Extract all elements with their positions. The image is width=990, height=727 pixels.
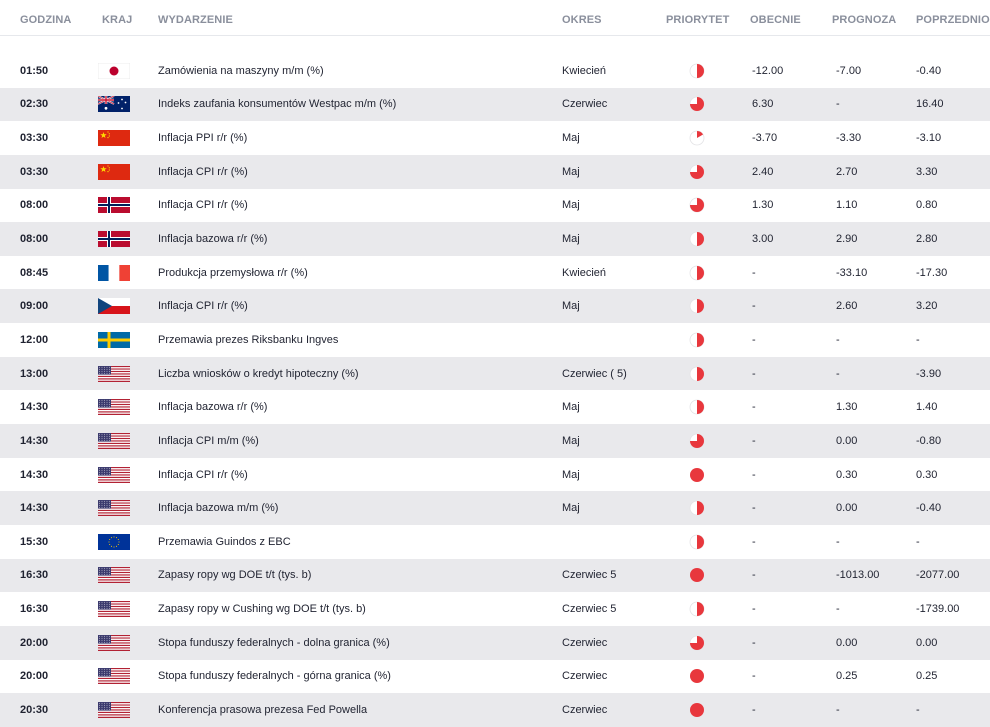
table-row[interactable] xyxy=(0,424,990,458)
forecast-value: 0.00 xyxy=(836,636,858,649)
actual-value: 6.30 xyxy=(752,98,774,111)
forecast-value: 1.30 xyxy=(836,401,858,414)
previous-value: 0.00 xyxy=(916,636,938,649)
priority-medium-icon xyxy=(689,265,705,281)
table-row[interactable] xyxy=(0,189,990,223)
priority-full-icon xyxy=(689,567,705,583)
event-period: Maj xyxy=(562,300,580,313)
event-time: 13:00 xyxy=(20,367,49,380)
table-row[interactable] xyxy=(0,660,990,694)
event-time: 14:30 xyxy=(20,502,49,515)
table-row[interactable] xyxy=(0,357,990,391)
australia-flag-icon xyxy=(98,96,130,112)
event-period: Maj xyxy=(562,199,580,212)
event-period: Maj xyxy=(562,468,580,481)
event-name[interactable]: Konferencja prasowa prezesa Fed Powella xyxy=(158,703,368,716)
table-row[interactable] xyxy=(0,559,990,593)
priority-medium-icon xyxy=(689,298,705,314)
actual-value: 1.30 xyxy=(752,199,774,212)
event-name[interactable]: Inflacja CPI r/r (%) xyxy=(158,300,248,313)
previous-value: 3.30 xyxy=(916,165,938,178)
table-row[interactable] xyxy=(0,390,990,424)
forecast-value: - xyxy=(836,333,840,346)
header-time[interactable]: GODZINA xyxy=(20,14,72,26)
previous-value: 16.40 xyxy=(916,98,944,111)
previous-value: 0.25 xyxy=(916,670,938,683)
previous-value: - xyxy=(916,535,920,548)
event-name[interactable]: Zamówienia na maszyny m/m (%) xyxy=(158,64,324,77)
forecast-value: - xyxy=(836,603,840,616)
previous-value: 0.80 xyxy=(916,199,938,212)
header-period[interactable]: OKRES xyxy=(562,14,602,26)
france-flag-icon xyxy=(98,265,130,281)
actual-value: - xyxy=(752,468,756,481)
event-time: 08:00 xyxy=(20,233,49,246)
event-time: 08:45 xyxy=(20,266,49,279)
previous-value: -17.30 xyxy=(916,266,948,279)
actual-value: - xyxy=(752,401,756,414)
forecast-value: -1013.00 xyxy=(836,569,880,582)
event-time: 15:30 xyxy=(20,535,49,548)
table-row[interactable] xyxy=(0,121,990,155)
usa-flag-icon xyxy=(98,433,130,449)
actual-value: -3.70 xyxy=(752,132,778,145)
priority-medium-icon xyxy=(689,332,705,348)
usa-flag-icon xyxy=(98,702,130,718)
event-name[interactable]: Inflacja CPI r/r (%) xyxy=(158,199,248,212)
priority-high-icon xyxy=(689,433,705,449)
event-name[interactable]: Inflacja CPI r/r (%) xyxy=(158,165,248,178)
event-name[interactable]: Produkcja przemysłowa r/r (%) xyxy=(158,266,308,279)
event-period: Czerwiec 5 xyxy=(562,603,617,616)
forecast-value: 2.70 xyxy=(836,165,858,178)
table-row[interactable] xyxy=(0,256,990,290)
event-period: Czerwiec xyxy=(562,98,608,111)
table-header xyxy=(0,0,990,36)
event-period: Czerwiec ( 5) xyxy=(562,367,627,380)
forecast-value: 2.90 xyxy=(836,233,858,246)
event-period: Czerwiec 5 xyxy=(562,569,617,582)
event-time: 20:30 xyxy=(20,703,49,716)
priority-medium-icon xyxy=(689,399,705,415)
event-name[interactable]: Inflacja PPI r/r (%) xyxy=(158,132,248,145)
table-row[interactable] xyxy=(0,458,990,492)
event-period: Kwiecień xyxy=(562,266,607,279)
table-row[interactable] xyxy=(0,592,990,626)
table-row[interactable] xyxy=(0,693,990,727)
event-time: 01:50 xyxy=(20,64,49,77)
actual-value: - xyxy=(752,670,756,683)
event-period: Maj xyxy=(562,502,580,515)
event-name[interactable]: Zapasy ropy w Cushing wg DOE t/t (tys. b) xyxy=(158,603,366,616)
forecast-value: -7.00 xyxy=(836,64,862,77)
event-name[interactable]: Przemawia prezes Riksbanku Ingves xyxy=(158,333,339,346)
table-row[interactable] xyxy=(0,88,990,122)
usa-flag-icon xyxy=(98,399,130,415)
header-actual[interactable]: OBECNIE xyxy=(750,14,801,26)
forecast-value: 1.10 xyxy=(836,199,858,212)
actual-value: - xyxy=(752,535,756,548)
header-forecast[interactable]: PROGNOZA xyxy=(832,14,897,26)
event-time: 02:30 xyxy=(20,98,49,111)
event-time: 16:30 xyxy=(20,603,49,616)
priority-full-icon xyxy=(689,702,705,718)
event-name[interactable]: Przemawia Guindos z EBC xyxy=(158,535,291,548)
japan-flag-icon xyxy=(98,63,130,79)
table-row[interactable] xyxy=(0,54,990,88)
forecast-value: -33.10 xyxy=(836,266,868,279)
priority-high-icon xyxy=(689,96,705,112)
event-name[interactable]: Inflacja CPI r/r (%) xyxy=(158,468,248,481)
previous-value: - xyxy=(916,703,920,716)
forecast-value: 0.25 xyxy=(836,670,858,683)
actual-value: - xyxy=(752,636,756,649)
priority-high-icon xyxy=(689,164,705,180)
forecast-value: 0.30 xyxy=(836,468,858,481)
forecast-value: 2.60 xyxy=(836,300,858,313)
priority-medium-icon xyxy=(689,366,705,382)
event-period: Czerwiec xyxy=(562,670,608,683)
priority-medium-icon xyxy=(689,500,705,516)
event-name[interactable]: Liczba wniosków o kredyt hipoteczny (%) xyxy=(158,367,359,380)
priority-high-icon xyxy=(689,197,705,213)
event-time: 03:30 xyxy=(20,165,49,178)
previous-value: -2077.00 xyxy=(916,569,960,582)
event-period: Maj xyxy=(562,401,580,414)
forecast-value: - xyxy=(836,98,840,111)
priority-medium-icon xyxy=(689,601,705,617)
actual-value: - xyxy=(752,300,756,313)
sweden-flag-icon xyxy=(98,332,130,348)
previous-value: -3.10 xyxy=(916,132,942,145)
event-name[interactable]: Inflacja bazowa m/m (%) xyxy=(158,502,279,515)
forecast-value: 0.00 xyxy=(836,502,858,515)
actual-value: - xyxy=(752,367,756,380)
usa-flag-icon xyxy=(98,601,130,617)
forecast-value: - xyxy=(836,535,840,548)
usa-flag-icon xyxy=(98,668,130,684)
china-flag-icon xyxy=(98,130,130,146)
header-priority[interactable]: PRIORYTET xyxy=(666,14,730,26)
priority-full-icon xyxy=(689,467,705,483)
actual-value: - xyxy=(752,569,756,582)
forecast-value: - xyxy=(836,703,840,716)
priority-high-icon xyxy=(689,635,705,651)
header-previous[interactable]: POPRZEDNIO xyxy=(916,14,990,26)
actual-value: -12.00 xyxy=(752,64,784,77)
usa-flag-icon xyxy=(98,467,130,483)
usa-flag-icon xyxy=(98,567,130,583)
event-period: Kwiecień xyxy=(562,64,607,77)
event-period: Czerwiec xyxy=(562,636,608,649)
event-name[interactable]: Inflacja bazowa r/r (%) xyxy=(158,233,268,246)
actual-value: 3.00 xyxy=(752,233,774,246)
table-row[interactable] xyxy=(0,491,990,525)
event-period: Maj xyxy=(562,434,580,447)
table-row[interactable] xyxy=(0,323,990,357)
event-name[interactable]: Inflacja bazowa r/r (%) xyxy=(158,401,268,414)
previous-value: -3.90 xyxy=(916,367,942,380)
event-period: Maj xyxy=(562,132,580,145)
forecast-value: 0.00 xyxy=(836,434,858,447)
priority-medium-icon xyxy=(689,63,705,79)
event-name[interactable]: Inflacja CPI m/m (%) xyxy=(158,434,259,447)
forecast-value: -3.30 xyxy=(836,132,862,145)
previous-value: 3.20 xyxy=(916,300,938,313)
event-time: 20:00 xyxy=(20,670,49,683)
event-time: 08:00 xyxy=(20,199,49,212)
event-name[interactable]: Zapasy ropy wg DOE t/t (tys. b) xyxy=(158,569,312,582)
previous-value: -0.40 xyxy=(916,502,942,515)
event-name[interactable]: Stopa funduszy federalnych - górna granica (%) xyxy=(158,670,391,683)
event-time: 14:30 xyxy=(20,401,49,414)
previous-value: 2.80 xyxy=(916,233,938,246)
event-time: 16:30 xyxy=(20,569,49,582)
event-time: 14:30 xyxy=(20,434,49,447)
priority-medium-icon xyxy=(689,534,705,550)
previous-value: -0.80 xyxy=(916,434,942,447)
table-row[interactable] xyxy=(0,155,990,189)
table-row[interactable] xyxy=(0,222,990,256)
previous-value: 0.30 xyxy=(916,468,938,481)
event-time: 12:00 xyxy=(20,333,49,346)
forecast-value: - xyxy=(836,367,840,380)
priority-medium-icon xyxy=(689,231,705,247)
actual-value: - xyxy=(752,502,756,515)
eu-flag-icon xyxy=(98,534,130,550)
event-time: 09:00 xyxy=(20,300,49,313)
table-row[interactable] xyxy=(0,626,990,660)
actual-value: - xyxy=(752,603,756,616)
priority-low-icon xyxy=(689,130,705,146)
event-time: 20:00 xyxy=(20,636,49,649)
previous-value: - xyxy=(916,333,920,346)
event-time: 14:30 xyxy=(20,468,49,481)
previous-value: -0.40 xyxy=(916,64,942,77)
actual-value: - xyxy=(752,266,756,279)
header-event[interactable]: WYDARZENIE xyxy=(158,14,233,26)
event-name[interactable]: Stopa funduszy federalnych - dolna granica (%) xyxy=(158,636,390,649)
event-name[interactable]: Indeks zaufania konsumentów Westpac m/m (%) xyxy=(158,98,397,111)
table-row[interactable] xyxy=(0,289,990,323)
actual-value: 2.40 xyxy=(752,165,774,178)
china-flag-icon xyxy=(98,164,130,180)
table-body xyxy=(0,54,990,727)
priority-full-icon xyxy=(689,668,705,684)
norway-flag-icon xyxy=(98,197,130,213)
previous-value: -1739.00 xyxy=(916,603,960,616)
norway-flag-icon xyxy=(98,231,130,247)
table-row[interactable] xyxy=(0,525,990,559)
event-period: Czerwiec xyxy=(562,703,608,716)
czech-flag-icon xyxy=(98,298,130,314)
actual-value: - xyxy=(752,434,756,447)
header-country[interactable]: KRAJ xyxy=(102,14,133,26)
previous-value: 1.40 xyxy=(916,401,938,414)
usa-flag-icon xyxy=(98,500,130,516)
usa-flag-icon xyxy=(98,366,130,382)
event-period: Maj xyxy=(562,233,580,246)
event-time: 03:30 xyxy=(20,132,49,145)
actual-value: - xyxy=(752,703,756,716)
usa-flag-icon xyxy=(98,635,130,651)
event-period: Maj xyxy=(562,165,580,178)
actual-value: - xyxy=(752,333,756,346)
